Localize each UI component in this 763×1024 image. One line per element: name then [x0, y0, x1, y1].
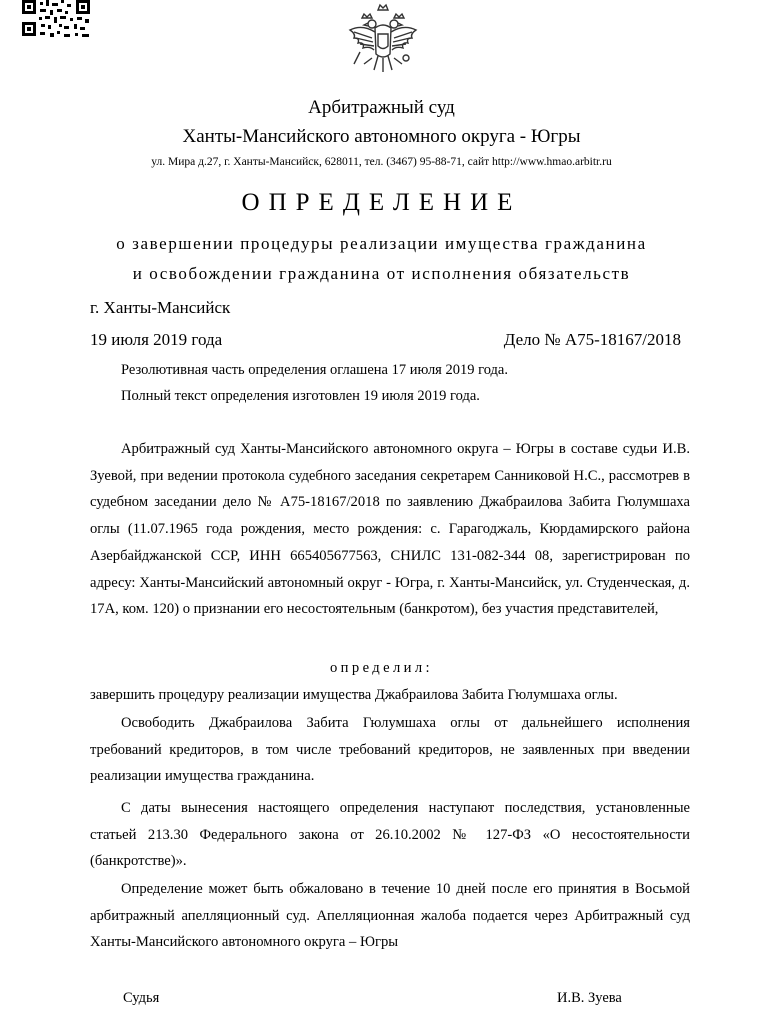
- signature-role: Судья: [123, 990, 160, 1006]
- court-name-line-2: Ханты-Мансийского автономного округа - Югры: [182, 126, 581, 147]
- document-subtitle-line-1: о завершении процедуры реализации имущества гражданина: [116, 234, 647, 253]
- coat-of-arms-icon: [342, 2, 424, 84]
- city: г. Ханты-Мансийск: [90, 298, 231, 317]
- ruling-item-3: С даты вынесения настоящего определения наступают последствия, установленные статьей 213.30 Федерального закона от 26.10.2002 № 127-ФЗ «О несостоятельности (банкротстве)».: [90, 800, 690, 870]
- signature-name: И.В. Зуева: [557, 990, 622, 1006]
- decided-heading: определил:: [329, 660, 434, 676]
- document-subtitle-line-2: и освобождении гражданина от исполнения обязательств: [132, 264, 631, 283]
- resolutive-note: Резолютивная часть определения оглашена 17 июля 2019 года.: [121, 362, 508, 378]
- document-title: ОПРЕДЕЛЕНИЕ: [241, 189, 522, 216]
- document-date: 19 июля 2019 года: [90, 330, 223, 349]
- full-text-note: Полный текст определения изготовлен 19 июля 2019 года.: [121, 388, 480, 404]
- qr-code-icon: [20, 0, 92, 40]
- ruling-item-4: Определение может быть обжаловано в течение 10 дней после его принятия в Восьмой арбитражный апелляционный суд. Апелляционная жалоба подается через Арбитражный суд Ханты-Мансийского автономного округа – Югры: [90, 881, 690, 951]
- case-number: Дело № А75-18167/2018: [503, 330, 681, 349]
- court-name-line-1: Арбитражный суд: [308, 97, 455, 118]
- court-address: ул. Мира д.27, г. Ханты-Мансийск, 628011, тел. (3467) 95-88-71, сайт http://www.hmao.arbitr.ru: [151, 156, 612, 168]
- ruling-item-1: завершить процедуру реализации имущества Джабраилова Забита Гюлумшаха оглы.: [90, 687, 618, 703]
- ruling-item-2: Освободить Джабраилова Забита Гюлумшаха оглы от дальнейшего исполнения требований кредиторов, в том числе требований кредиторов, не заявленных при введении реализации имущества гражданина.: [90, 715, 690, 785]
- intro-paragraph: Арбитражный суд Ханты-Мансийского автономного округа – Югры в составе судьи И.В. Зуевой, при ведении протокола судебного заседания секретарем Санниковой Н.С., рассмотрев в судебном заседании дело № А75-18167/2018 по заявлению Джабраилова Забита Гюлумшаха оглы (11.07.1965 года рождения, место рождения: с. Гарагоджаль, Кюрдамирского района Азербайджанской ССР, ИНН 665405677563, СНИЛС 131-082-344 08, зарегистрирован по адресу: Ханты-Мансийский автономный округ - Югра, г. Ханты-Мансийск, ул. Студенческая, д. 17А, ком. 120) о признании его несостоятельным (банкротом), без участия представителей,: [90, 441, 690, 618]
